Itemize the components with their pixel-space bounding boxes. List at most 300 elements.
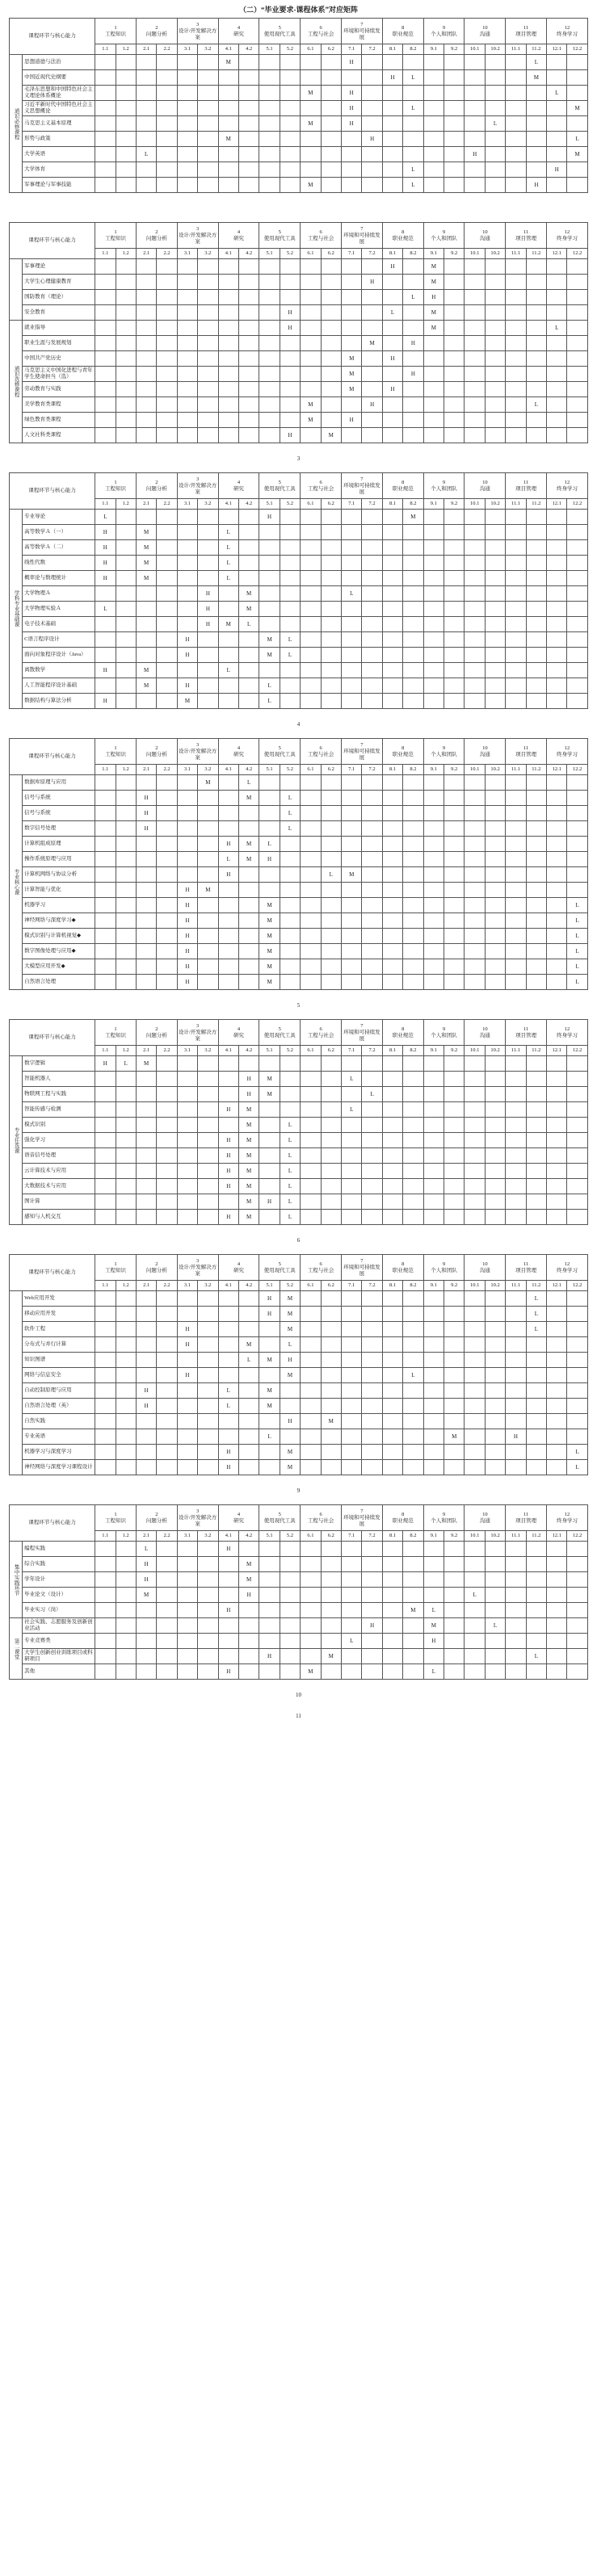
empty-cell <box>301 1291 321 1307</box>
sub-indicator: 12.2 <box>567 1531 587 1542</box>
sub-indicator: 7.1 <box>342 1281 362 1291</box>
empty-cell <box>342 1603 362 1618</box>
empty-cell <box>423 1588 444 1603</box>
requirement-number: 3 <box>196 1022 200 1029</box>
empty-cell <box>177 663 197 678</box>
empty-cell <box>177 132 197 147</box>
empty-cell <box>485 837 505 852</box>
empty-cell <box>382 1291 402 1307</box>
empty-cell <box>157 1414 177 1429</box>
empty-cell <box>403 1179 423 1194</box>
empty-cell <box>465 1460 485 1475</box>
empty-cell <box>403 1164 423 1179</box>
empty-cell <box>342 663 362 678</box>
empty-cell <box>321 1072 341 1087</box>
empty-cell <box>198 1322 218 1337</box>
table-row <box>10 959 588 975</box>
empty-cell <box>444 55 465 70</box>
requirement-name: 终身学习 <box>556 485 578 492</box>
empty-cell <box>116 1291 136 1307</box>
support-level: H <box>177 648 197 663</box>
sub-indicator: 11.2 <box>526 765 546 775</box>
empty-cell <box>506 1164 526 1179</box>
empty-cell <box>465 1148 485 1164</box>
empty-cell <box>280 663 300 678</box>
empty-cell <box>116 602 136 617</box>
support-level: L <box>280 1148 300 1164</box>
support-level: M <box>321 1414 341 1429</box>
requirement-header <box>342 19 383 44</box>
empty-cell <box>321 1664 341 1680</box>
sub-indicator: 3.2 <box>198 249 218 259</box>
sub-indicator: 7.2 <box>362 1281 382 1291</box>
empty-cell <box>382 867 402 883</box>
empty-cell <box>280 1557 300 1572</box>
empty-cell <box>116 648 136 663</box>
empty-cell <box>362 929 382 944</box>
empty-cell <box>342 1164 362 1179</box>
empty-cell <box>157 602 177 617</box>
requirement-header <box>259 1505 301 1531</box>
sub-indicator: 2.2 <box>157 249 177 259</box>
empty-cell <box>198 1337 218 1353</box>
empty-cell <box>567 382 587 397</box>
empty-cell <box>198 55 218 70</box>
support-level: H <box>136 1572 156 1588</box>
empty-cell <box>95 1588 116 1603</box>
empty-cell <box>465 1557 485 1572</box>
empty-cell <box>547 602 567 617</box>
table-row <box>10 367 588 382</box>
empty-cell <box>218 648 238 663</box>
requirement-header <box>465 223 506 249</box>
empty-cell <box>280 602 300 617</box>
sub-indicator: 4.2 <box>238 765 259 775</box>
empty-cell <box>342 1368 362 1383</box>
empty-cell <box>547 413 567 428</box>
requirement-header <box>95 739 137 765</box>
support-level: H <box>280 1414 300 1429</box>
empty-cell <box>95 975 116 990</box>
empty-cell <box>506 1179 526 1194</box>
support-level: L <box>485 1618 505 1634</box>
empty-cell <box>403 1337 423 1353</box>
empty-cell <box>238 632 259 648</box>
empty-cell <box>403 1399 423 1414</box>
empty-cell <box>136 944 156 959</box>
empty-cell <box>259 821 280 837</box>
requirement-name: 环境和可持续发展 <box>343 27 380 40</box>
requirement-header <box>506 223 547 249</box>
matrix-table <box>9 738 588 990</box>
empty-cell <box>444 413 465 428</box>
empty-cell <box>526 867 546 883</box>
requirement-header <box>259 223 301 249</box>
empty-cell <box>382 1337 402 1353</box>
empty-cell <box>506 571 526 586</box>
support-level: L <box>423 1603 444 1618</box>
requirement-header <box>177 223 218 249</box>
empty-cell <box>218 1429 238 1445</box>
empty-cell <box>238 55 259 70</box>
empty-cell <box>382 975 402 990</box>
empty-cell <box>116 70 136 86</box>
empty-cell <box>465 55 485 70</box>
table-row <box>10 1383 588 1399</box>
empty-cell <box>403 397 423 413</box>
empty-cell <box>342 1460 362 1475</box>
empty-cell <box>526 1460 546 1475</box>
support-level: H <box>259 1194 280 1210</box>
empty-cell <box>403 1649 423 1664</box>
empty-cell <box>423 586 444 602</box>
empty-cell <box>238 694 259 709</box>
empty-cell <box>362 101 382 116</box>
empty-cell <box>238 162 259 178</box>
empty-cell <box>238 510 259 525</box>
empty-cell <box>526 1102 546 1118</box>
sub-indicator: 10.1 <box>465 249 485 259</box>
requirement-name: 研究 <box>233 751 244 757</box>
empty-cell <box>280 382 300 397</box>
empty-cell <box>526 1164 546 1179</box>
support-level: L <box>280 1337 300 1353</box>
empty-cell <box>465 1353 485 1368</box>
sub-indicator: 4.1 <box>218 1281 238 1291</box>
empty-cell <box>485 867 505 883</box>
empty-cell <box>238 1056 259 1072</box>
empty-cell <box>382 806 402 821</box>
empty-cell <box>567 1429 587 1445</box>
support-level: H <box>95 525 116 540</box>
empty-cell <box>136 1664 156 1680</box>
empty-cell <box>157 259 177 275</box>
empty-cell <box>567 663 587 678</box>
empty-cell <box>506 1572 526 1588</box>
empty-cell <box>198 336 218 351</box>
support-level: M <box>342 367 362 382</box>
empty-cell <box>116 1322 136 1337</box>
empty-cell <box>382 1148 402 1164</box>
empty-cell <box>362 821 382 837</box>
empty-cell <box>177 540 197 556</box>
sub-indicator: 2.1 <box>136 1531 156 1542</box>
empty-cell <box>177 428 197 443</box>
empty-cell <box>362 867 382 883</box>
empty-cell <box>506 86 526 101</box>
empty-cell <box>198 1664 218 1680</box>
empty-cell <box>259 525 280 540</box>
empty-cell <box>116 883 136 898</box>
empty-cell <box>321 1148 341 1164</box>
empty-cell <box>342 1557 362 1572</box>
requirement-number: 12 <box>564 745 570 751</box>
empty-cell <box>547 70 567 86</box>
empty-cell <box>198 663 218 678</box>
empty-cell <box>567 1322 587 1337</box>
table-row <box>10 1337 588 1353</box>
requirement-name: 沟通 <box>479 751 490 757</box>
empty-cell <box>259 1148 280 1164</box>
requirement-name: 研究 <box>233 1517 244 1524</box>
empty-cell <box>301 510 321 525</box>
empty-cell <box>342 571 362 586</box>
empty-cell <box>362 428 382 443</box>
empty-cell <box>506 602 526 617</box>
empty-cell <box>342 1118 362 1133</box>
empty-cell <box>547 663 567 678</box>
empty-cell <box>423 1337 444 1353</box>
requirement-name: 工程与社会 <box>307 1032 334 1038</box>
empty-cell <box>423 837 444 852</box>
sub-indicator: 10.1 <box>465 44 485 55</box>
support-level: H <box>362 132 382 147</box>
empty-cell <box>444 821 465 837</box>
empty-cell <box>321 1102 341 1118</box>
empty-cell <box>567 1399 587 1414</box>
empty-cell <box>382 1118 402 1133</box>
empty-cell <box>403 1148 423 1164</box>
empty-cell <box>465 556 485 571</box>
requirement-header <box>301 1020 342 1046</box>
empty-cell <box>321 1572 341 1588</box>
empty-cell <box>382 1445 402 1460</box>
requirement-header <box>218 1505 259 1531</box>
empty-cell <box>403 55 423 70</box>
requirement-number: 3 <box>196 225 200 232</box>
support-level: M <box>238 586 259 602</box>
empty-cell <box>444 944 465 959</box>
empty-cell <box>238 1383 259 1399</box>
course-name: 大学物理Ａ <box>23 586 95 602</box>
empty-cell <box>177 259 197 275</box>
empty-cell <box>547 821 567 837</box>
empty-cell <box>465 867 485 883</box>
empty-cell <box>321 336 341 351</box>
empty-cell <box>136 1164 156 1179</box>
empty-cell <box>116 336 136 351</box>
empty-cell <box>465 132 485 147</box>
empty-cell <box>157 663 177 678</box>
support-level: M <box>301 86 321 101</box>
empty-cell <box>362 116 382 132</box>
empty-cell <box>465 1072 485 1087</box>
empty-cell <box>280 290 300 305</box>
empty-cell <box>259 382 280 397</box>
empty-cell <box>362 70 382 86</box>
empty-cell <box>382 586 402 602</box>
table-row <box>10 632 588 648</box>
requirement-name: 问题分析 <box>145 485 167 492</box>
table-row <box>10 1634 588 1649</box>
support-level: M <box>177 694 197 709</box>
empty-cell <box>444 321 465 336</box>
support-level: M <box>259 1087 280 1102</box>
empty-cell <box>95 852 116 867</box>
empty-cell <box>485 556 505 571</box>
empty-cell <box>259 1368 280 1383</box>
empty-cell <box>157 1164 177 1179</box>
empty-cell <box>423 1322 444 1337</box>
empty-cell <box>547 898 567 913</box>
empty-cell <box>403 1445 423 1460</box>
support-level: L <box>567 913 587 929</box>
empty-cell <box>567 1307 587 1322</box>
empty-cell <box>403 602 423 617</box>
empty-cell <box>342 275 362 290</box>
table-row <box>10 1460 588 1475</box>
support-level: M <box>342 351 362 367</box>
empty-cell <box>321 1307 341 1322</box>
support-level: M <box>238 1179 259 1194</box>
sub-indicator: 8.1 <box>382 1281 402 1291</box>
empty-cell <box>362 86 382 101</box>
empty-cell <box>238 1368 259 1383</box>
sub-indicator: 1.2 <box>116 1281 136 1291</box>
empty-cell <box>198 959 218 975</box>
requirement-header <box>465 739 506 765</box>
empty-cell <box>116 663 136 678</box>
empty-cell <box>198 648 218 663</box>
requirement-header <box>301 1255 342 1281</box>
empty-cell <box>301 678 321 694</box>
support-level: M <box>259 975 280 990</box>
requirement-number: 3 <box>196 1257 200 1264</box>
empty-cell <box>444 132 465 147</box>
empty-cell <box>321 663 341 678</box>
empty-cell <box>485 678 505 694</box>
empty-cell <box>567 116 587 132</box>
sub-indicator: 4.2 <box>238 1046 259 1056</box>
document-root <box>0 5 597 1722</box>
support-level: M <box>238 1148 259 1164</box>
sub-indicator: 5.1 <box>259 249 280 259</box>
empty-cell <box>198 1087 218 1102</box>
empty-cell <box>259 259 280 275</box>
support-level: M <box>423 259 444 275</box>
empty-cell <box>342 678 362 694</box>
empty-cell <box>301 556 321 571</box>
requirement-number: 9 <box>442 24 446 31</box>
sub-indicator: 10.2 <box>485 1046 505 1056</box>
empty-cell <box>567 883 587 898</box>
requirement-header <box>301 1505 342 1531</box>
empty-cell <box>485 1337 505 1353</box>
requirement-header <box>342 1255 383 1281</box>
empty-cell <box>218 367 238 382</box>
empty-cell <box>95 1414 116 1429</box>
empty-cell <box>465 975 485 990</box>
empty-cell <box>444 1588 465 1603</box>
empty-cell <box>238 525 259 540</box>
table-row <box>10 1148 588 1164</box>
sub-indicator: 9.1 <box>423 1046 444 1056</box>
requirement-header <box>177 473 218 499</box>
support-level: H <box>198 586 218 602</box>
empty-cell <box>444 1368 465 1383</box>
empty-cell <box>136 1087 156 1102</box>
sub-indicator: 2.2 <box>157 765 177 775</box>
course-name: 物联网工程与实践 <box>23 1087 95 1102</box>
empty-cell <box>382 1429 402 1445</box>
support-level: H <box>218 1603 238 1618</box>
empty-cell <box>280 1603 300 1618</box>
empty-cell <box>321 883 341 898</box>
course-name: 数字信号处理 <box>23 821 95 837</box>
empty-cell <box>547 632 567 648</box>
empty-cell <box>218 305 238 321</box>
table-row <box>10 1322 588 1337</box>
table-row <box>10 678 588 694</box>
empty-cell <box>280 944 300 959</box>
empty-cell <box>403 959 423 975</box>
empty-cell <box>547 1603 567 1618</box>
support-level: H <box>218 1664 238 1680</box>
course-name: 学年设计 <box>23 1572 95 1588</box>
support-level: M <box>280 1368 300 1383</box>
support-level: M <box>280 1460 300 1475</box>
empty-cell <box>177 413 197 428</box>
empty-cell <box>506 70 526 86</box>
empty-cell <box>321 678 341 694</box>
requirement-name: 个人和团队 <box>431 1032 457 1038</box>
table-row <box>10 1102 588 1118</box>
table-row <box>10 1307 588 1322</box>
empty-cell <box>116 1087 136 1102</box>
requirement-header <box>382 1255 423 1281</box>
empty-cell <box>526 632 546 648</box>
empty-cell <box>198 525 218 540</box>
empty-cell <box>259 806 280 821</box>
empty-cell <box>321 540 341 556</box>
table-row <box>10 913 588 929</box>
empty-cell <box>444 367 465 382</box>
sub-indicator: 3.1 <box>177 44 197 55</box>
course-name: 职业生涯与发展规划 <box>23 336 95 351</box>
empty-cell <box>116 694 136 709</box>
empty-cell <box>301 694 321 709</box>
empty-cell <box>177 55 197 70</box>
support-level: L <box>465 1588 485 1603</box>
table-row <box>10 1291 588 1307</box>
requirement-header <box>136 223 177 249</box>
empty-cell <box>95 821 116 837</box>
requirement-header <box>95 223 137 249</box>
empty-cell <box>238 259 259 275</box>
empty-cell <box>280 694 300 709</box>
empty-cell <box>362 1072 382 1087</box>
empty-cell <box>362 259 382 275</box>
empty-cell <box>382 1353 402 1368</box>
empty-cell <box>444 1337 465 1353</box>
empty-cell <box>136 617 156 632</box>
empty-cell <box>218 913 238 929</box>
empty-cell <box>506 1664 526 1680</box>
support-level: L <box>403 178 423 193</box>
empty-cell <box>485 1102 505 1118</box>
empty-cell <box>157 1634 177 1649</box>
requirement-name: 使用现代工具 <box>263 1267 296 1273</box>
empty-cell <box>382 367 402 382</box>
requirement-name: 工程知识 <box>105 1517 127 1524</box>
support-level: M <box>259 632 280 648</box>
empty-cell <box>444 806 465 821</box>
empty-cell <box>342 147 362 162</box>
empty-cell <box>423 70 444 86</box>
requirement-name: 工程与社会 <box>307 31 334 37</box>
empty-cell <box>301 821 321 837</box>
table-row <box>10 275 588 290</box>
